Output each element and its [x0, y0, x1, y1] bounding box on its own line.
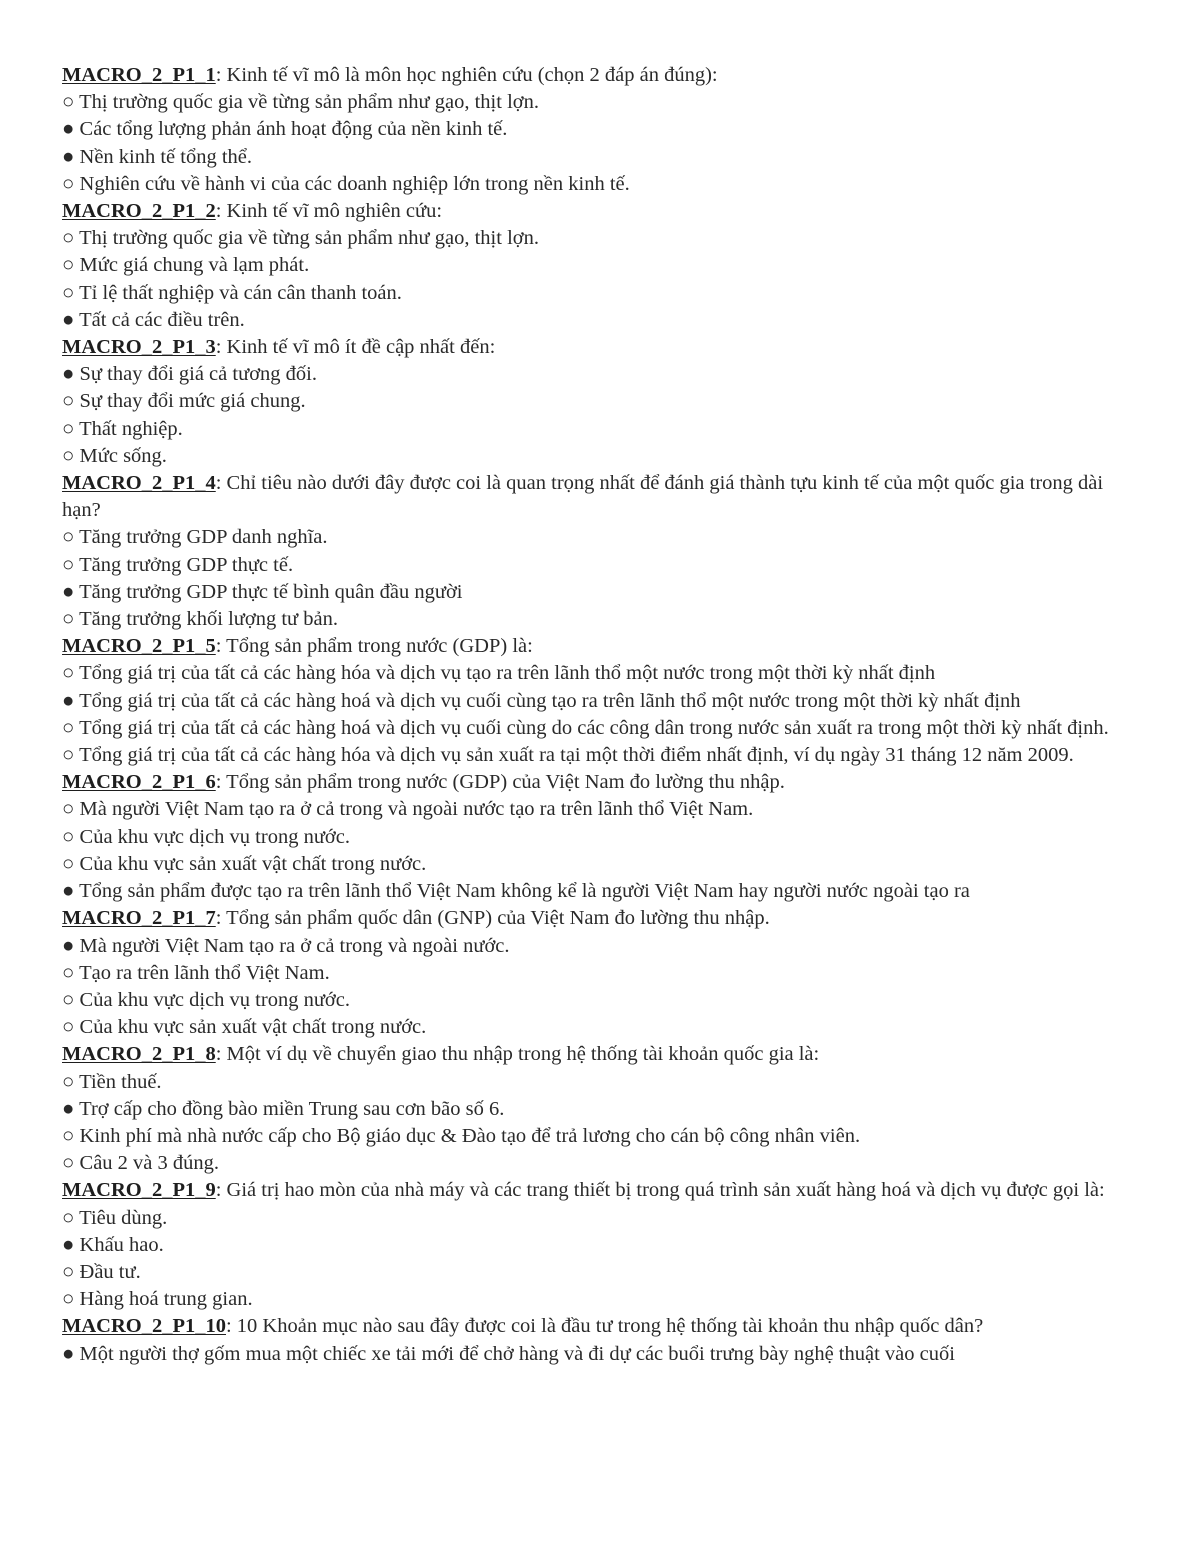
option-text: Trợ cấp cho đồng bào miền Trung sau cơn bão số 6. — [79, 1097, 505, 1120]
question-block — [62, 198, 1142, 334]
answer-option — [62, 416, 1142, 443]
option-marker: ○ — [62, 1206, 75, 1229]
answer-option — [62, 1286, 1142, 1313]
option-marker: ○ — [62, 1152, 75, 1175]
question-block — [62, 1041, 1142, 1177]
option-text: Thất nghiệp. — [79, 417, 183, 440]
option-marker: ○ — [62, 798, 75, 821]
option-marker: ○ — [62, 662, 75, 685]
answer-option — [62, 1150, 1142, 1177]
option-text: Tổng giá trị của tất cả các hàng hóa và dịch vụ tạo ra trên lãnh thổ một nước trong một thời kỳ nhất định — [79, 662, 936, 685]
option-marker: ○ — [62, 281, 75, 304]
option-text: Của khu vực sản xuất vật chất trong nước. — [79, 1016, 427, 1039]
question-stem — [62, 633, 1142, 660]
question-stem — [62, 470, 1142, 524]
answer-option — [62, 1014, 1142, 1041]
option-marker: ○ — [62, 1070, 75, 1093]
answer-option — [62, 742, 1142, 769]
option-text: Sự thay đổi mức giá chung. — [79, 390, 306, 413]
option-text: Mà người Việt Nam tạo ra ở cả trong và ngoài nước tạo ra trên lãnh thổ Việt Nam. — [79, 798, 754, 821]
answer-option — [62, 280, 1142, 307]
option-text: Nghiên cứu về hành vi của các doanh nghiệp lớn trong nền kinh tế. — [79, 172, 630, 195]
answer-option — [62, 171, 1142, 198]
question-id: MACRO_2_P1_2 — [62, 200, 216, 223]
question-stem — [62, 1313, 1142, 1340]
option-text: Đầu tư. — [79, 1260, 141, 1283]
question-text: : Chỉ tiêu nào dưới đây được coi là quan trọng nhất để đánh giá thành tựu kinh tế của một quốc gia trong dài hạn? — [62, 472, 1104, 522]
answer-option — [62, 524, 1142, 551]
option-marker: ○ — [62, 390, 75, 413]
option-marker: ● — [62, 1097, 75, 1120]
answer-option — [62, 361, 1142, 388]
question-text: : Giá trị hao mòn của nhà máy và các trang thiết bị trong quá trình sản xuất hàng hoá và dịch vụ được gọi là: — [215, 1179, 1105, 1202]
question-id: MACRO_2_P1_7 — [62, 907, 216, 930]
option-marker: ● — [62, 1342, 75, 1365]
question-block — [62, 633, 1142, 769]
answer-option — [62, 606, 1142, 633]
question-id: MACRO_2_P1_4 — [62, 472, 216, 495]
option-marker: ● — [62, 308, 75, 331]
answer-option — [62, 715, 1142, 742]
option-marker: ● — [62, 1233, 75, 1256]
question-block — [62, 905, 1142, 1041]
option-text: Sự thay đổi giá cả tương đối. — [79, 363, 317, 386]
option-marker: ● — [62, 363, 75, 386]
option-marker: ○ — [62, 1260, 75, 1283]
option-text: Của khu vực dịch vụ trong nước. — [79, 825, 350, 848]
option-text: Khấu hao. — [79, 1233, 164, 1256]
question-stem — [62, 905, 1142, 932]
answer-option — [62, 552, 1142, 579]
answer-option — [62, 1096, 1142, 1123]
option-text: Của khu vực sản xuất vật chất trong nước. — [79, 852, 427, 875]
option-text: Tiêu dùng. — [79, 1206, 168, 1229]
question-block — [62, 1177, 1142, 1313]
option-text: Kinh phí mà nhà nước cấp cho Bộ giáo dục & Đào tạo để trả lương cho cán bộ công nhân viên. — [79, 1124, 861, 1147]
option-text: Tiền thuế. — [79, 1070, 162, 1093]
option-text: Nền kinh tế tổng thể. — [79, 145, 253, 168]
option-text: Các tổng lượng phản ánh hoạt động của nền kinh tế. — [79, 118, 508, 141]
question-block — [62, 1313, 1142, 1367]
answer-option — [62, 116, 1142, 143]
answer-option — [62, 1232, 1142, 1259]
option-text: Mức sống. — [79, 444, 167, 467]
answer-option — [62, 89, 1142, 116]
option-text: Một người thợ gốm mua một chiếc xe tải mới để chở hàng và đi dự các buổi trưng bày nghệ thuật vào cuối — [79, 1342, 955, 1365]
option-marker: ● — [62, 580, 75, 603]
question-id: MACRO_2_P1_6 — [62, 771, 216, 794]
answer-option — [62, 144, 1142, 171]
answer-option — [62, 824, 1142, 851]
answer-option — [62, 579, 1142, 606]
option-text: Tổng giá trị của tất cả các hàng hoá và dịch vụ cuối cùng do các công dân trong nước sản xuất ra trong một thời kỳ nhất định. — [79, 716, 1109, 739]
question-text: : Một ví dụ về chuyển giao thu nhập trong hệ thống tài khoản quốc gia là: — [215, 1043, 820, 1066]
option-marker: ○ — [62, 553, 75, 576]
question-text: : Tổng sản phẩm quốc dân (GNP) của Việt Nam đo lường thu nhập. — [215, 907, 770, 930]
question-id: MACRO_2_P1_1 — [62, 64, 216, 86]
option-text: Tỉ lệ thất nghiệp và cán cân thanh toán. — [79, 281, 402, 304]
option-text: Tăng trưởng GDP thực tế. — [79, 553, 294, 576]
document-page — [62, 62, 1142, 1368]
option-text: Của khu vực dịch vụ trong nước. — [79, 988, 350, 1011]
question-id: MACRO_2_P1_5 — [62, 635, 216, 658]
question-stem — [62, 769, 1142, 796]
option-text: Thị trường quốc gia về từng sản phẩm như gạo, thịt lợn. — [79, 91, 539, 114]
option-marker: ○ — [62, 1016, 75, 1039]
option-marker: ○ — [62, 1124, 75, 1147]
option-marker: ● — [62, 880, 75, 903]
option-text: Tăng trưởng khối lượng tư bản. — [79, 608, 338, 631]
option-text: Câu 2 và 3 đúng. — [79, 1152, 220, 1175]
option-marker: ○ — [62, 172, 75, 195]
answer-option — [62, 851, 1142, 878]
answer-option — [62, 1341, 1142, 1368]
option-marker: ○ — [62, 526, 75, 549]
answer-option — [62, 878, 1142, 905]
answer-option — [62, 1123, 1142, 1150]
question-block — [62, 62, 1142, 198]
option-marker: ○ — [62, 825, 75, 848]
option-text: Tổng giá trị của tất cả các hàng hoá và dịch vụ cuối cùng tạo ra trên lãnh thổ một nước trong một thời kỳ nhất định — [79, 689, 1021, 712]
answer-option — [62, 1205, 1142, 1232]
answer-option — [62, 960, 1142, 987]
answer-option — [62, 688, 1142, 715]
option-marker: ● — [62, 145, 75, 168]
option-text: Tăng trưởng GDP danh nghĩa. — [79, 526, 328, 549]
answer-option — [62, 388, 1142, 415]
option-marker: ○ — [62, 91, 75, 114]
option-marker: ○ — [62, 716, 75, 739]
question-stem — [62, 1177, 1142, 1204]
option-marker: ● — [62, 934, 75, 957]
option-marker: ○ — [62, 417, 75, 440]
option-text: Tăng trưởng GDP thực tế bình quân đầu người — [79, 580, 463, 603]
question-id: MACRO_2_P1_9 — [62, 1179, 216, 1202]
answer-option — [62, 225, 1142, 252]
question-text: : Kinh tế vĩ mô là môn học nghiên cứu (chọn 2 đáp án đúng): — [215, 64, 718, 86]
option-marker: ○ — [62, 608, 75, 631]
question-id: MACRO_2_P1_8 — [62, 1043, 216, 1066]
answer-option — [62, 443, 1142, 470]
question-stem — [62, 1041, 1142, 1068]
option-text: Hàng hoá trung gian. — [79, 1288, 253, 1311]
answer-option — [62, 307, 1142, 334]
option-text: Mức giá chung và lạm phát. — [79, 254, 310, 277]
option-text: Thị trường quốc gia về từng sản phẩm như gạo, thịt lợn. — [79, 227, 539, 250]
option-marker: ● — [62, 689, 75, 712]
question-id: MACRO_2_P1_3 — [62, 336, 216, 359]
answer-option — [62, 660, 1142, 687]
option-marker: ○ — [62, 1288, 75, 1311]
option-marker: ○ — [62, 852, 75, 875]
option-marker: ○ — [62, 988, 75, 1011]
question-stem — [62, 62, 1142, 89]
question-text: : 10 Khoản mục nào sau đây được coi là đầu tư trong hệ thống tài khoản thu nhập quốc dân? — [225, 1315, 984, 1338]
question-block — [62, 334, 1142, 470]
question-text: : Kinh tế vĩ mô ít đề cập nhất đến: — [215, 336, 496, 359]
option-text: Tạo ra trên lãnh thổ Việt Nam. — [79, 961, 330, 984]
option-marker: ● — [62, 118, 75, 141]
answer-option — [62, 1069, 1142, 1096]
option-marker: ○ — [62, 227, 75, 250]
question-stem — [62, 198, 1142, 225]
question-block — [62, 470, 1142, 633]
question-text: : Tổng sản phẩm trong nước (GDP) là: — [215, 635, 533, 658]
option-marker: ○ — [62, 744, 75, 767]
answer-option — [62, 252, 1142, 279]
option-text: Mà người Việt Nam tạo ra ở cả trong và ngoài nước. — [79, 934, 510, 957]
question-id: MACRO_2_P1_10 — [62, 1315, 226, 1338]
option-text: Tổng giá trị của tất cả các hàng hóa và dịch vụ sản xuất ra tại một thời điểm nhất định, ví dụ ngày 31 tháng 12 năm 2009. — [79, 744, 1074, 767]
answer-option — [62, 987, 1142, 1014]
question-block — [62, 769, 1142, 905]
option-text: Tất cả các điều trên. — [79, 308, 245, 331]
option-marker: ○ — [62, 444, 75, 467]
question-text: : Tổng sản phẩm trong nước (GDP) của Việt Nam đo lường thu nhập. — [215, 771, 785, 794]
answer-option — [62, 1259, 1142, 1286]
option-marker: ○ — [62, 961, 75, 984]
answer-option — [62, 933, 1142, 960]
option-marker: ○ — [62, 254, 75, 277]
answer-option — [62, 796, 1142, 823]
option-text: Tổng sản phẩm được tạo ra trên lãnh thổ Việt Nam không kể là người Việt Nam hay người nước ngoài tạo ra — [79, 880, 970, 903]
question-text: : Kinh tế vĩ mô nghiên cứu: — [215, 200, 443, 223]
question-stem — [62, 334, 1142, 361]
